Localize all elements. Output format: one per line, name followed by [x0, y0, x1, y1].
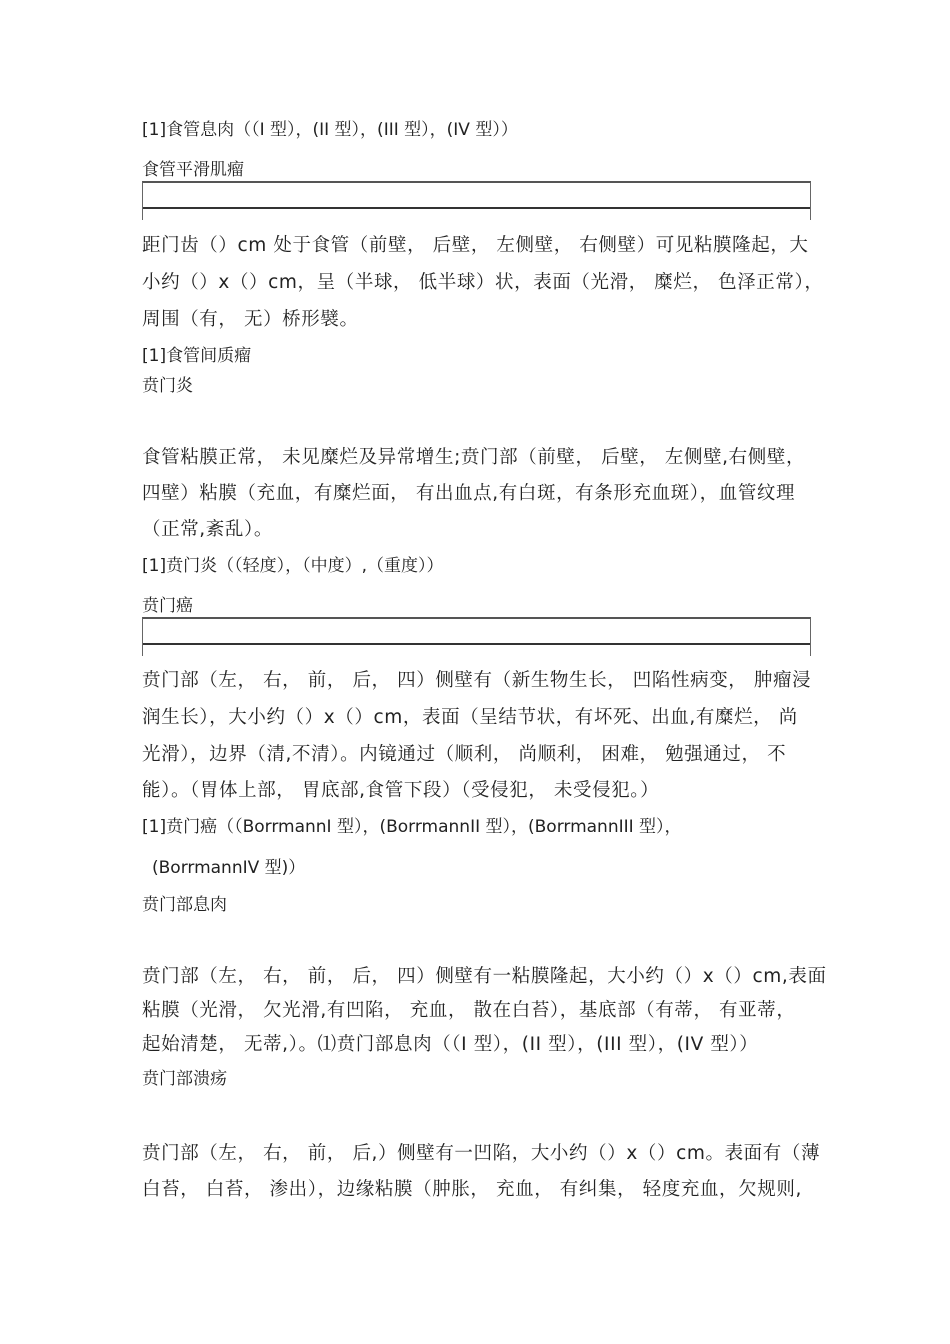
cardiac-polyp-text-line-2: 粘膜（光滑， 欠光滑,有凹陷， 充血， 散在白苔），基底部（有蒂， 有亚蒂， [142, 1000, 796, 1021]
cardiac-cancer-text-line-4: 能）。（胃体上部， 胃底部,食管下段）（受侵犯， 未受侵犯。） [142, 780, 660, 801]
cardiac-cancer-classification: [1]贲门癌（（BorrmannI 型），(BorrmannII 型），(BorrmannIII 型）， [142, 817, 682, 837]
cardiac-inflammation-classification: [1]贲门炎（（轻度），（中度）,（重度）） [142, 556, 444, 576]
cardiac-ulcer-text-line-1: 贲门部（左， 右， 前， 后,）侧壁有一凹陷，大小约（）x（）cm。表面有（薄 [142, 1143, 821, 1164]
heading-cardiac-polyp: 贲门部息肉 [142, 895, 227, 915]
esophageal-stromal-tumor-label: [1]食管间质瘤 [142, 346, 252, 366]
heading-cardiac-ulcer: 贲门部溃疡 [142, 1069, 227, 1089]
cardiac-polyp-text-line-1: 贲门部（左， 右， 前， 后， 四）侧壁有一粘膜隆起，大小约（）x（）cm,表面 [142, 966, 827, 987]
cardiac-cancer-text-line-1: 贲门部（左， 右， 前， 后， 四）侧壁有（新生物生长， 凹陷性病变， 肿瘤浸 [142, 670, 812, 691]
cardiac-inflammation-text-line-3: （正常,紊乱）。 [142, 519, 273, 540]
cardiac-inflammation-text-line-2: 四壁）粘膜（充血，有糜烂面， 有出血点,有白斑，有条形充血斑），血管纹理 [142, 483, 796, 504]
cardiac-ulcer-text-line-2: 白苔， 白苔， 渗出），边缘粘膜（肿胀， 充血， 有纠集， 轻度充血，欠规则, [142, 1179, 802, 1200]
leiomyoma-text-line-2: 小约（）x（）cm，呈（半球， 低半球）状，表面（光滑， 糜烂， 色泽正常）， [142, 272, 824, 293]
leiomyoma-text-line-3: 周围（有， 无）桥形襞。 [142, 309, 359, 330]
heading-esophageal-leiomyoma: 食管平滑肌瘤 [142, 160, 244, 180]
cardiac-inflammation-text-line-1: 食管粘膜正常， 未见糜烂及异常增生;贲门部（前壁， 后壁， 左侧壁,右侧壁， [142, 447, 806, 468]
esophageal-polyp-classification: [1]食管息肉（（I 型），(II 型），(III 型），(IV 型）） [142, 120, 518, 140]
heading-cardiac-cancer: 贲门癌 [142, 596, 193, 616]
heading-cardiac-inflammation: 贲门炎 [142, 376, 193, 396]
cardiac-polyp-text-line-3: 起始清楚， 无蒂,）。⑴贲门部息肉（（I 型），(II 型），(III 型），(IV 型）） [142, 1034, 759, 1055]
leiomyoma-text-line-1: 距门齿（）cm 处于食管（前壁， 后壁， 左侧壁， 右侧壁）可见粘膜隆起，大 [142, 235, 809, 256]
cardiac-cancer-text-line-3: 光滑），边界（清,不清）。内镜通过（顺利， 尚顺利， 困难， 勉强通过， 不 [142, 744, 787, 765]
cardiac-cancer-text-line-2: 润生长），大小约（）x（）cm，表面（呈结节状，有坏死、出血,有糜烂， 尚 [142, 707, 798, 728]
table-frame [142, 181, 811, 220]
cardiac-cancer-classification-cont: (BorrmannIV 型)） [152, 858, 306, 878]
table-frame [142, 617, 811, 656]
